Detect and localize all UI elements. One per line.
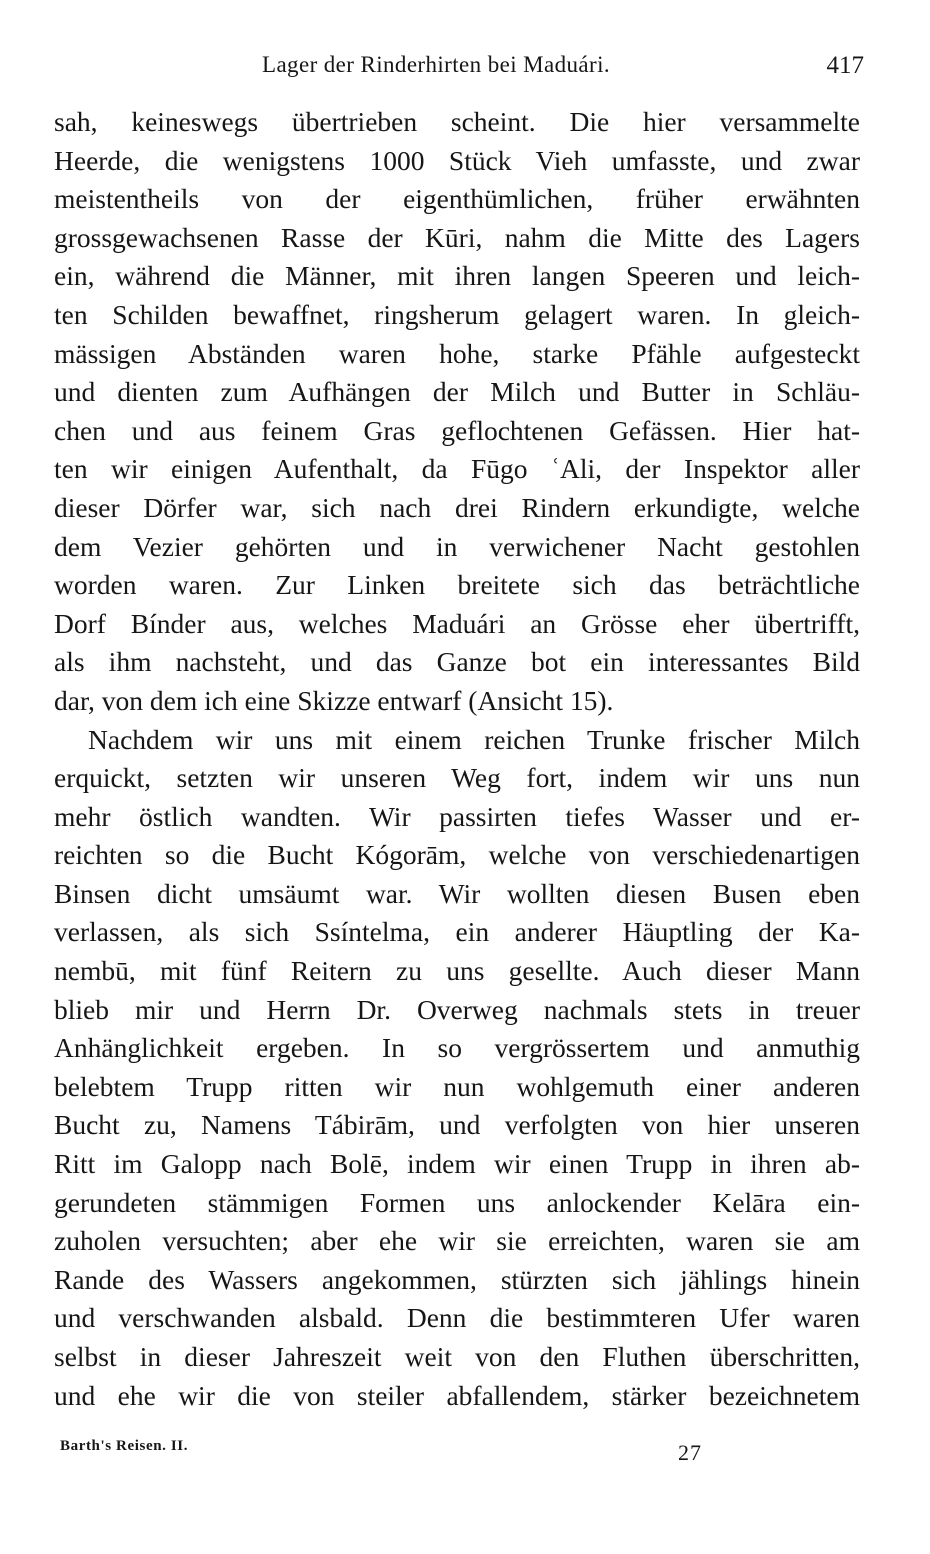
text-line: reichten so die Bucht Kógorām, welche von verschiedenartigen [54,839,860,871]
text-line: dieser Dörfer war, sich nach drei Rindern erkundigte, welche [54,491,860,523]
text-line: chen und aus feinem Gras geflochtenen Gefässen. Hier hat- [54,414,860,446]
text-line: mehr östlich wandten. Wir passirten tiefes Wasser und er- [54,800,860,832]
text-line: meistentheils von der eigenthümlichen, früher erwähnten [54,183,860,215]
text-line: Dorf Bínder aus, welches Maduári an Grösse eher übertrifft, [54,607,860,639]
text-line: gerundeten stämmigen Formen uns anlockender Kelāra ein- [54,1186,860,1218]
text-line: und dienten zum Aufhängen der Milch und Butter in Schläu- [54,376,860,408]
text-line: verlassen, als sich Ssíntelma, ein anderer Häuptling der Ka- [54,916,860,948]
text-line: Anhänglichkeit ergeben. In so vergrössertem und anmuthig [54,1032,860,1064]
text-line: nembū, mit fünf Reitern zu uns gesellte. Auch dieser Mann [54,955,860,987]
text-line: erquickt, setzten wir unseren Weg fort, indem wir uns nun [54,762,860,794]
text-line: selbst in dieser Jahreszeit weit von den Fluthen überschritten, [54,1341,860,1372]
body-text [54,103,860,1415]
text-line: ten Schilden bewaffnet, ringsherum gelagert waren. In gleich- [54,298,860,330]
sheet-number: 27 [678,1440,702,1465]
text-line: belebtem Trupp ritten wir nun wohlgemuth einer anderen [54,1070,860,1102]
text-line: worden waren. Zur Linken breitete sich das beträchtliche [54,569,860,601]
text-line: dem Vezier gehörten und in verwichener Nacht gestohlen [54,530,860,562]
text-line: sah, keineswegs übertrieben scheint. Die hier versammelte [54,106,860,137]
text-line: als ihm nachsteht, und das Ganze bot ein interessantes Bild [54,646,860,678]
paragraph-start-line: Nachdem wir uns mit einem reichen Trunke frischer Milch [88,723,860,755]
printer-signature: Barth's Reisen. II. [60,1438,189,1454]
paragraph-end-line: dar, von dem ich eine Skizze entwarf (Ansicht 15). [54,684,614,716]
text-line: Ritt im Galopp nach Bolē, indem wir einen Trupp in ihren ab- [54,1148,860,1180]
text-line: und verschwanden alsbald. Denn die bestimmteren Ufer waren [54,1302,860,1334]
text-line: und ehe wir die von steiler abfallendem, stärker bezeichnetem [54,1379,860,1411]
text-line: Rande des Wassers angekommen, stürzten sich jählings hinein [54,1263,860,1295]
text-line: zuholen versuchten; aber ehe wir sie erreichten, waren sie am [54,1225,860,1257]
text-line: grossgewachsenen Rasse der Kūri, nahm die Mitte des Lagers [54,221,860,253]
text-line: Heerde, die wenigstens 1000 Stück Vieh umfasste, und zwar [54,144,860,176]
text-line: Binsen dicht umsäumt war. Wir wollten diesen Busen eben [54,877,860,909]
text-line: Bucht zu, Namens Tábirām, und verfolgten von hier unseren [54,1109,860,1141]
text-line: mässigen Abständen waren hohe, starke Pfähle aufgesteckt [54,337,860,369]
running-title: Lager der Rinderhirten bei Maduári. [262,52,611,77]
text-line: ten wir einigen Aufenthalt, da Fūgo ʿAli, der Inspektor aller [54,453,860,485]
text-line: blieb mir und Herrn Dr. Overweg nachmals stets in treuer [54,993,860,1025]
text-line: ein, während die Männer, mit ihren langen Speeren und leich- [54,260,860,292]
page-number: 417 [826,52,864,79]
